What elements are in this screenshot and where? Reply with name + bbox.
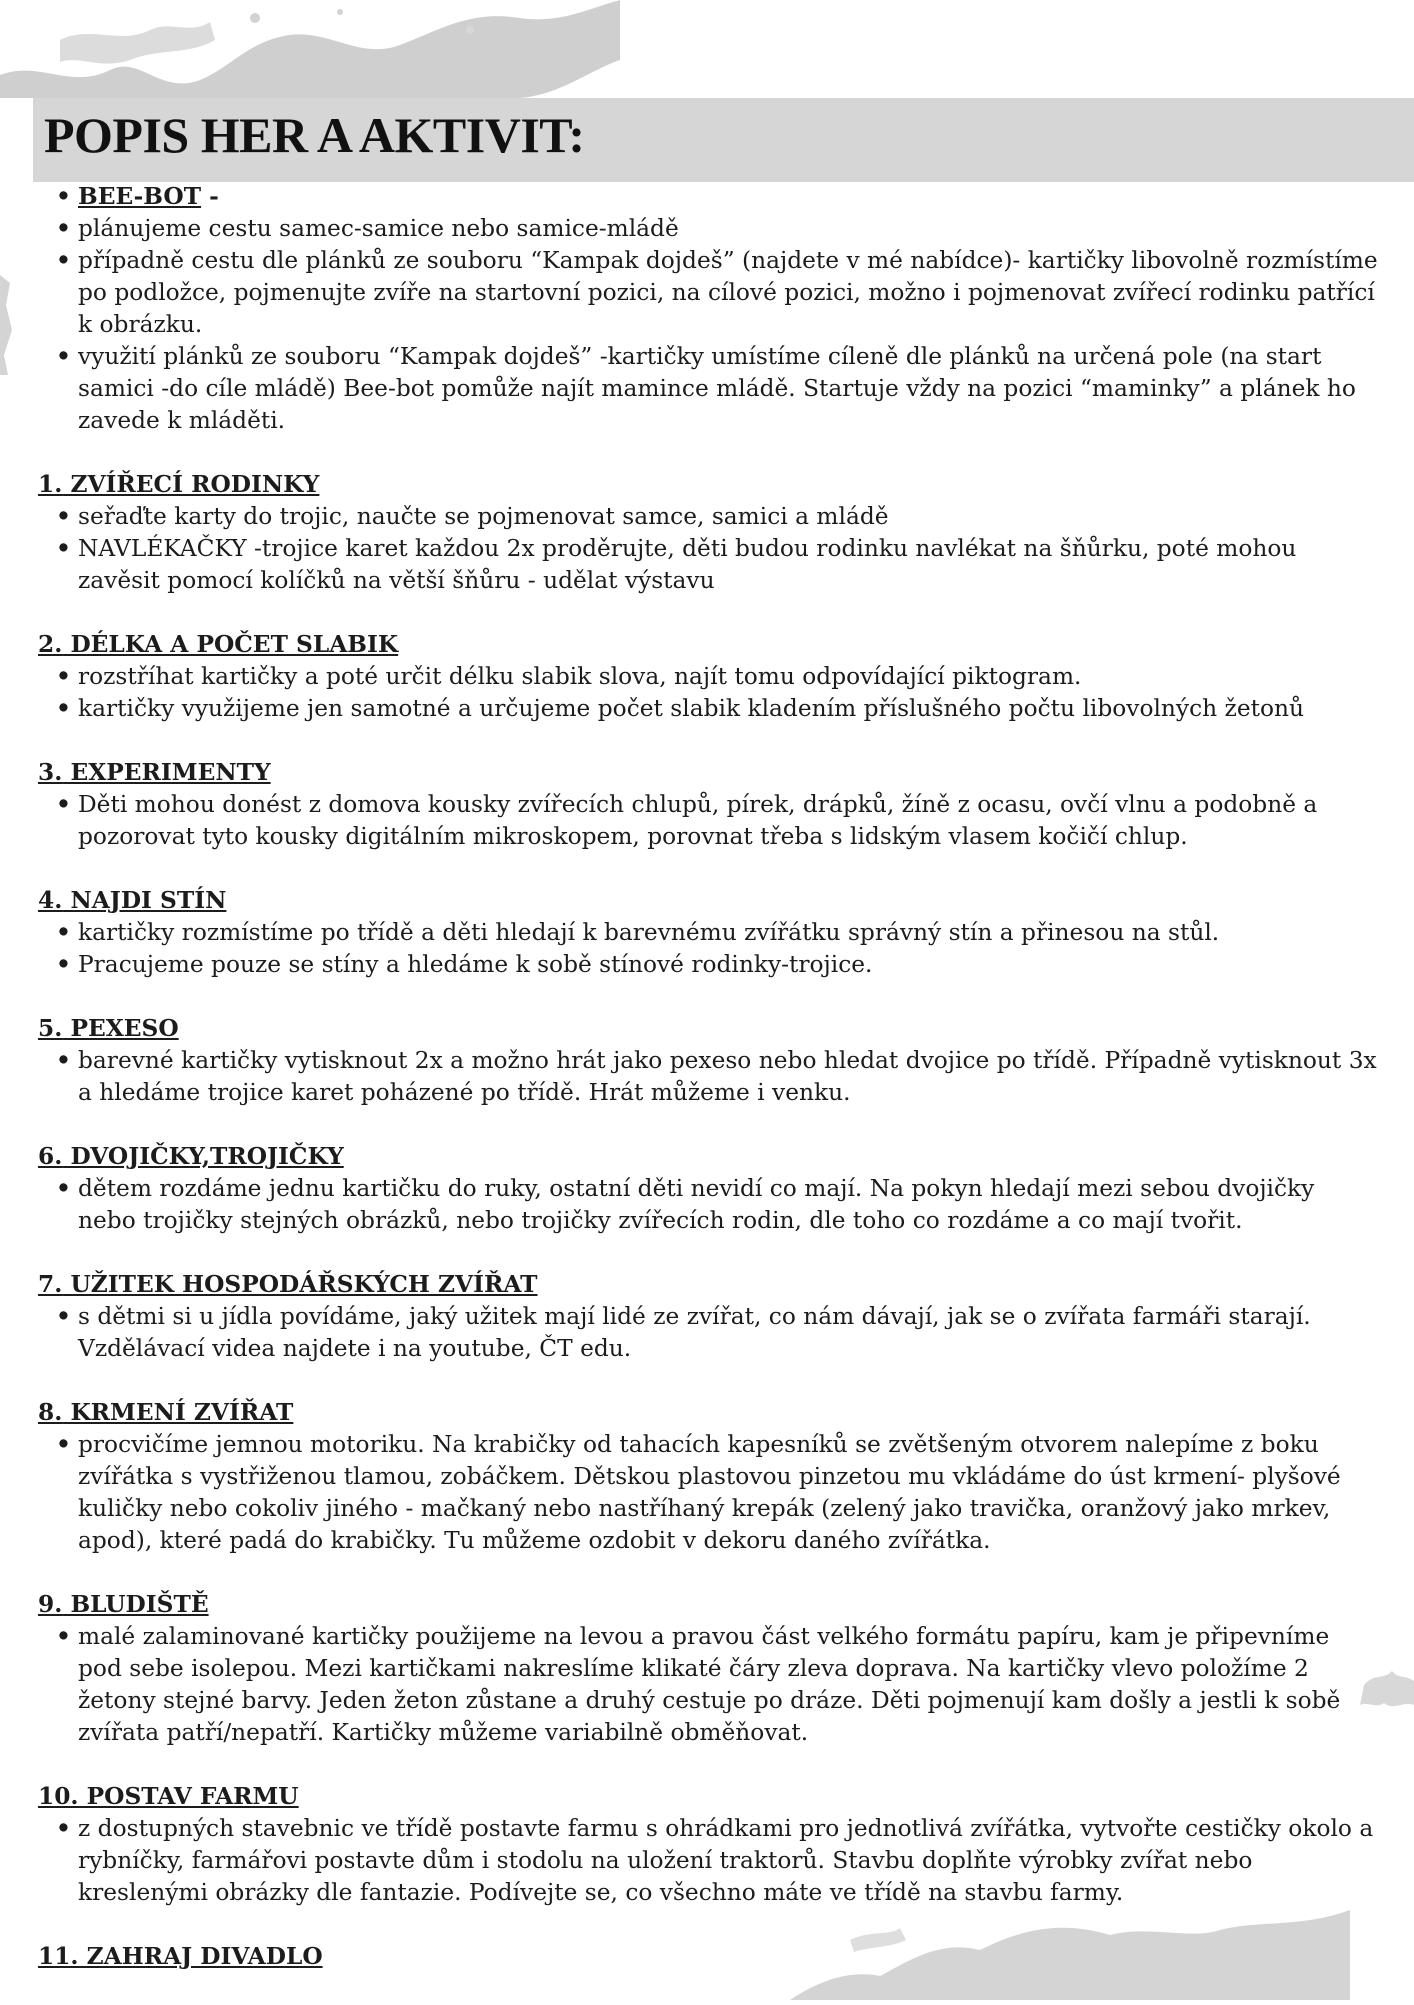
section-heading [38, 629, 1378, 661]
section-number: 6. [38, 1143, 63, 1170]
section-number: 11. [38, 1943, 79, 1970]
section-number: 2. [38, 631, 63, 658]
page-title: POPIS HER A AKTIVIT: [44, 107, 585, 163]
bullet-list [38, 661, 1378, 725]
section-heading [38, 1589, 1378, 1621]
activity-section [38, 1397, 1378, 1557]
section-number: 4. [38, 887, 63, 914]
bullet-list [38, 789, 1378, 853]
section-heading [38, 1397, 1378, 1429]
list-item: • rozstříhat kartičky a poté určit délku slabik slova, najít tomu odpovídající piktogram. [78, 661, 1378, 693]
bullet-list [38, 1173, 1378, 1237]
bee-bot-list [38, 181, 1378, 437]
section-title: UŽITEK HOSPODÁŘSKÝCH ZVÍŘAT [62, 1271, 538, 1298]
list-item: • plánujeme cestu samec-samice nebo samice-mládě [78, 213, 1378, 245]
section-bee-bot [38, 181, 1378, 437]
section-number: 5. [38, 1015, 63, 1042]
activity-section [38, 629, 1378, 725]
section-heading [38, 1141, 1378, 1173]
title-banner [33, 98, 1414, 182]
section-number: 9. [38, 1591, 63, 1618]
section-title: EXPERIMENTY [62, 759, 271, 786]
section-title: PEXESO [62, 1015, 179, 1042]
bullet-list [38, 1045, 1378, 1109]
section-number: 8. [38, 1399, 63, 1426]
activities-document [38, 181, 1378, 2005]
list-item: • Děti mohou donést z domova kousky zvířecích chlupů, pírek, drápků, žíně z ocasu, ovčí vlnu a podobně a pozorovat tyto kousky digitálním mikroskopem, porovnat třeba s lidským vlasem kočičí chlup. [78, 789, 1378, 853]
section-title: DVOJIČKY,TROJIČKY [62, 1143, 344, 1170]
activity-sections [38, 469, 1378, 1973]
list-item: • seřaďte karty do trojic, naučte se pojmenovat samce, samici a mládě [78, 501, 1378, 533]
section-number: 3. [38, 759, 63, 786]
bullet-list [38, 501, 1378, 597]
section-title: POSTAV FARMU [78, 1783, 299, 1810]
activity-section [38, 1141, 1378, 1237]
section-title: BLUDIŠTĚ [62, 1591, 209, 1618]
list-item: • využití plánků ze souboru “Kampak dojdeš” -kartičky umístíme cíleně dle plánků na určená pole (na start samici -do cíle mládě) Bee-bot pomůže najít mamince mládě. Startuje vždy na pozici “maminky” a plánek ho zavede k mláděti. [78, 341, 1378, 437]
bullet-list [38, 1429, 1378, 1557]
section-title: ZVÍŘECÍ RODINKY [62, 471, 320, 498]
list-item: • případně cestu dle plánků ze souboru “Kampak dojdeš” (najdete v mé nabídce)- kartičky libovolně rozmístíme po podložce, pojmenujte zvíře na startovní pozici, na cílové pozici, možno i pojmenovat zvířecí rodinku patřící k obrázku. [78, 245, 1378, 341]
list-item: • dětem rozdáme jednu kartičku do ruky, ostatní děti nevidí co mají. Na pokyn hledají mezi sebou dvojičky nebo trojičky stejných obrázků, nebo trojičky zvířecích rodin, dle toho co rozdáme a co mají tvořit. [78, 1173, 1378, 1237]
list-item: • kartičky využijeme jen samotné a určujeme počet slabik kladením příslušného počtu libovolných žetonů [78, 693, 1378, 725]
section-heading: BEE-BOT [78, 183, 202, 210]
activity-section [38, 469, 1378, 597]
paint-splash-decoration [0, 275, 14, 375]
section-title: DÉLKA A POČET SLABIK [62, 631, 399, 658]
heading-suffix: - [201, 183, 219, 210]
list-item: • procvičíme jemnou motoriku. Na krabičky od tahacích kapesníků se zvětšeným otvorem nalepíme z boku zvířátka s vystřiženou tlamou, zobáčkem. Dětskou plastovou pinzetou mu vkládáme do úst krmení- plyšové kuličky nebo cokoliv jiného - mačkaný nebo nastříhaný krepák (zelený jako travička, oranžový jako mrkev, apod), které padá do krabičky. Tu můžeme ozdobit v dekoru daného zvířátka. [78, 1429, 1378, 1557]
activity-section [38, 1941, 1378, 1973]
section-heading [38, 1941, 1378, 1973]
section-number: 7. [38, 1271, 63, 1298]
section-heading [38, 885, 1378, 917]
section-title: ZAHRAJ DIVADLO [78, 1943, 323, 1970]
section-heading [38, 469, 1378, 501]
section-number: 1. [38, 471, 63, 498]
activity-section [38, 1589, 1378, 1749]
list-item: • z dostupných stavebnic ve třídě postavte farmu s ohrádkami pro jednotlivá zvířátka, vytvořte cestičky okolo a rybníčky, farmářovi postavte dům i stodolu na uložení traktorů. Stavbu doplňte výrobky zvířat nebo kreslenými obrázky dle fantazie. Podívejte se, co všechno máte ve třídě na stavbu farmy. [78, 1813, 1378, 1909]
section-title: NAJDI STÍN [62, 887, 227, 914]
activity-section [38, 1269, 1378, 1365]
list-item [78, 181, 1378, 213]
list-item: • barevné kartičky vytisknout 2x a možno hrát jako pexeso nebo hledat dvojice po třídě. Případně vytisknout 3x a hledáme trojice karet poházené po třídě. Hrát můžeme i venku. [78, 1045, 1378, 1109]
list-item: • s dětmi si u jídla povídáme, jaký užitek mají lidé ze zvířat, co nám dávají, jak se o zvířata farmáři starají. Vzdělávací videa najdete i na youtube, ČT edu. [78, 1301, 1378, 1365]
bullet-list [38, 1813, 1378, 1909]
activity-section [38, 885, 1378, 981]
bullet-list [38, 1301, 1378, 1365]
list-item: • malé zalaminované kartičky použijeme na levou a pravou část velkého formátu papíru, kam je připevníme pod sebe isolepou. Mezi kartičkami nakreslíme klikaté čáry zleva doprava. Na kartičky vlevo položíme 2 žetony stejné barvy. Jeden žeton zůstane a druhý cestuje po dráze. Děti pojmenují kam došly a jestli k sobě zvířata patří/nepatří. Kartičky můžeme variabilně obměňovat. [78, 1621, 1378, 1749]
section-title: KRMENÍ ZVÍŘAT [62, 1399, 294, 1426]
bullet-list [38, 917, 1378, 981]
activity-section [38, 1013, 1378, 1109]
bullet-list [38, 1621, 1378, 1749]
activity-section [38, 1781, 1378, 1909]
list-item: • NAVLÉKAČKY -trojice karet každou 2x proděrujte, děti budou rodinku navlékat na šňůrku, poté mohou zavěsit pomocí kolíčků na větší šňůru - udělat výstavu [78, 533, 1378, 597]
section-heading [38, 1269, 1378, 1301]
list-item: • Pracujeme pouze se stíny a hledáme k sobě stínové rodinky-trojice. [78, 949, 1378, 981]
list-item: • kartičky rozmístíme po třídě a děti hledají k barevnému zvířátku správný stín a přinesou na stůl. [78, 917, 1378, 949]
activity-section [38, 757, 1378, 853]
section-number: 10. [38, 1783, 79, 1810]
section-heading [38, 1013, 1378, 1045]
section-heading [38, 1781, 1378, 1813]
section-heading [38, 757, 1378, 789]
